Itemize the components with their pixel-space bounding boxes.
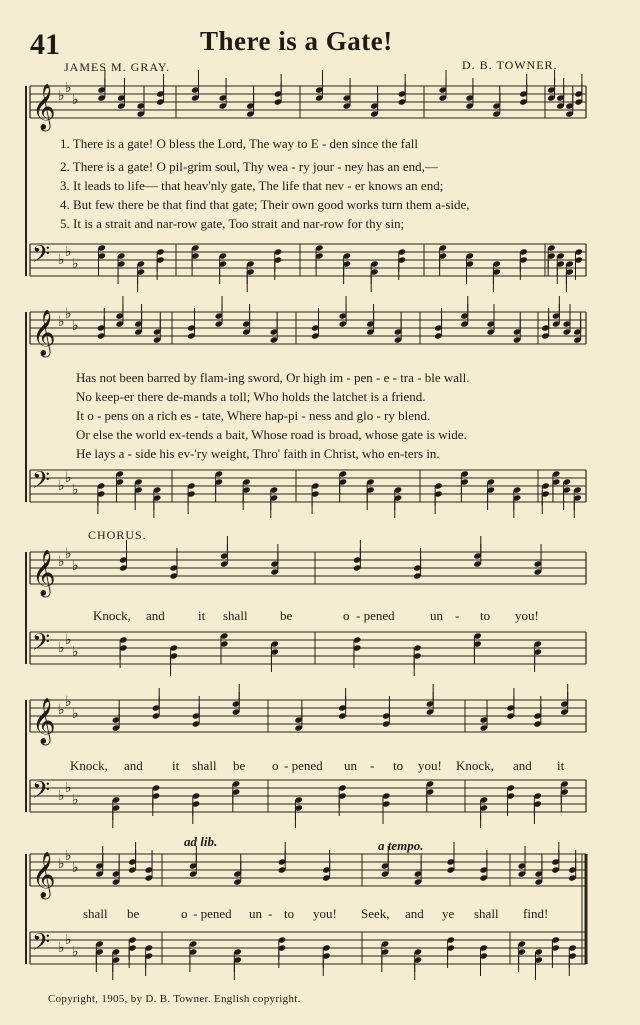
svg-text:♭: ♭: [72, 644, 79, 660]
svg-text:♭: ♭: [72, 860, 79, 876]
chorus-word: you!: [418, 758, 442, 773]
chorus-word: shall: [223, 608, 248, 623]
svg-text:♭: ♭: [72, 482, 79, 498]
svg-text:♭: ♭: [72, 318, 79, 334]
chorus-word: Knock,: [93, 608, 131, 623]
svg-text:♭: ♭: [65, 80, 72, 96]
verse-line-1a: 1. There is a gate! O bless the Lord, The way to E - den since the fall: [60, 136, 418, 151]
svg-text:♭: ♭: [65, 848, 72, 864]
chorus-label: CHORUS.: [88, 528, 147, 542]
chorus-word: o: [181, 906, 188, 921]
svg-text:𝄞: 𝄞: [32, 550, 56, 596]
chorus-word: and: [405, 906, 424, 921]
verse-line-5b: He lays a - side his ev-'ry weight, Thro' faith in Christ, who en-ters in.: [76, 446, 440, 461]
chorus-word: shall: [192, 758, 217, 773]
svg-text:♭: ♭: [72, 256, 79, 272]
chorus-word: -: [370, 758, 375, 773]
chorus-word: Seek,: [361, 906, 390, 921]
ad-lib-marking: ad lib.: [184, 834, 218, 849]
chorus-word: shall: [474, 906, 499, 921]
svg-text:𝄞: 𝄞: [32, 698, 56, 744]
chorus-word: to: [284, 906, 295, 921]
svg-text:♭: ♭: [65, 306, 72, 322]
chorus-word: be: [280, 608, 293, 623]
hymn-title: There is a Gate!: [200, 26, 393, 56]
svg-text:♭: ♭: [58, 856, 65, 872]
chorus-word: be: [127, 906, 140, 921]
svg-text:♭: ♭: [58, 940, 65, 956]
author-credit: JAMES M. GRAY.: [64, 60, 171, 74]
chorus-word: -: [268, 906, 273, 921]
verse-line-2b: No keep-er there de-mands a toll; Who holds the latchet is a friend.: [76, 389, 426, 404]
svg-text:𝄢: 𝄢: [32, 628, 51, 661]
chorus-word: Knock,: [456, 758, 494, 773]
verse-line-3b: It o - pens on a rich es - tate, Where hap-pi - ness and glo - ry blend.: [76, 408, 431, 423]
svg-text:♭: ♭: [65, 694, 72, 710]
svg-text:𝄢: 𝄢: [32, 776, 51, 809]
svg-text:𝄞: 𝄞: [32, 310, 56, 356]
chorus-word: and: [124, 758, 143, 773]
chorus-word: it: [557, 758, 565, 773]
svg-text:♭: ♭: [72, 706, 79, 722]
chorus-word: to: [480, 608, 491, 623]
svg-text:♭: ♭: [65, 932, 72, 948]
chorus-word: to: [393, 758, 404, 773]
chorus-word: - pened: [284, 758, 323, 773]
svg-text:♭: ♭: [58, 702, 65, 718]
chorus-word: it: [172, 758, 180, 773]
svg-text:𝄢: 𝄢: [32, 928, 51, 961]
svg-text:♭: ♭: [72, 792, 79, 808]
svg-text:♭: ♭: [72, 558, 79, 574]
chorus-word: you!: [313, 906, 337, 921]
chorus-word: be: [233, 758, 246, 773]
svg-text:𝄞: 𝄞: [32, 84, 56, 130]
chorus-word: it: [198, 608, 206, 623]
chorus-word: un: [430, 608, 443, 623]
svg-text:♭: ♭: [65, 632, 72, 648]
svg-text:♭: ♭: [58, 478, 65, 494]
verse-line-3a: 3. It leads to life— that heav'nly gate, The life that nev - er knows an end;: [60, 178, 444, 193]
chorus-word: -: [455, 608, 460, 623]
chorus-word: and: [513, 758, 532, 773]
svg-text:♭: ♭: [72, 92, 79, 108]
chorus-word: - pened: [356, 608, 395, 623]
composer-credit: D. B. TOWNER.: [462, 58, 558, 72]
svg-text:𝄢: 𝄢: [32, 240, 51, 273]
verse-line-5a: 5. It is a strait and nar-row gate, Too strait and nar-row for thy sin;: [60, 216, 405, 231]
svg-text:♭: ♭: [58, 88, 65, 104]
svg-text:♭: ♭: [58, 640, 65, 656]
chorus-word: o: [272, 758, 279, 773]
chorus-word: un: [344, 758, 357, 773]
svg-text:♭: ♭: [65, 470, 72, 486]
svg-text:𝄞: 𝄞: [32, 852, 56, 898]
svg-text:♭: ♭: [58, 554, 65, 570]
svg-text:♭: ♭: [65, 780, 72, 796]
chorus-word: un: [249, 906, 262, 921]
svg-text:♭: ♭: [65, 244, 72, 260]
svg-text:♭: ♭: [72, 944, 79, 960]
chorus-word: find!: [523, 906, 549, 921]
svg-text:♭: ♭: [58, 788, 65, 804]
copyright-notice: Copyright, 1905, by D. B. Towner. English copyright.: [48, 993, 301, 1005]
chorus-word: o: [343, 608, 350, 623]
chorus-word: Knock,: [70, 758, 108, 773]
svg-text:♭: ♭: [58, 314, 65, 330]
verse-line-4a: 4. But few there be that find that gate; Their own good works turn them a-side,: [60, 197, 470, 212]
verse-line-2a: 2. There is a gate! O pil-grim soul, Thy wea - ry jour - ney has an end,—: [60, 159, 438, 174]
svg-text:♭: ♭: [65, 546, 72, 562]
hymn-number: 41: [30, 28, 60, 61]
svg-text:♭: ♭: [58, 252, 65, 268]
chorus-word: - pened: [193, 906, 232, 921]
chorus-word: ye: [442, 906, 455, 921]
a-tempo-marking: a tempo.: [378, 838, 424, 853]
chorus-word: you!: [515, 608, 539, 623]
verse-line-1b: Has not been barred by flam-ing sword, Or high im - pen - e - tra - ble wall.: [76, 370, 470, 385]
chorus-word: shall: [83, 906, 108, 921]
svg-text:𝄢: 𝄢: [32, 466, 51, 499]
chorus-word: and: [146, 608, 165, 623]
verse-line-4b: Or else the world ex-tends a bait, Whose road is broad, whose gate is wide.: [76, 427, 467, 442]
